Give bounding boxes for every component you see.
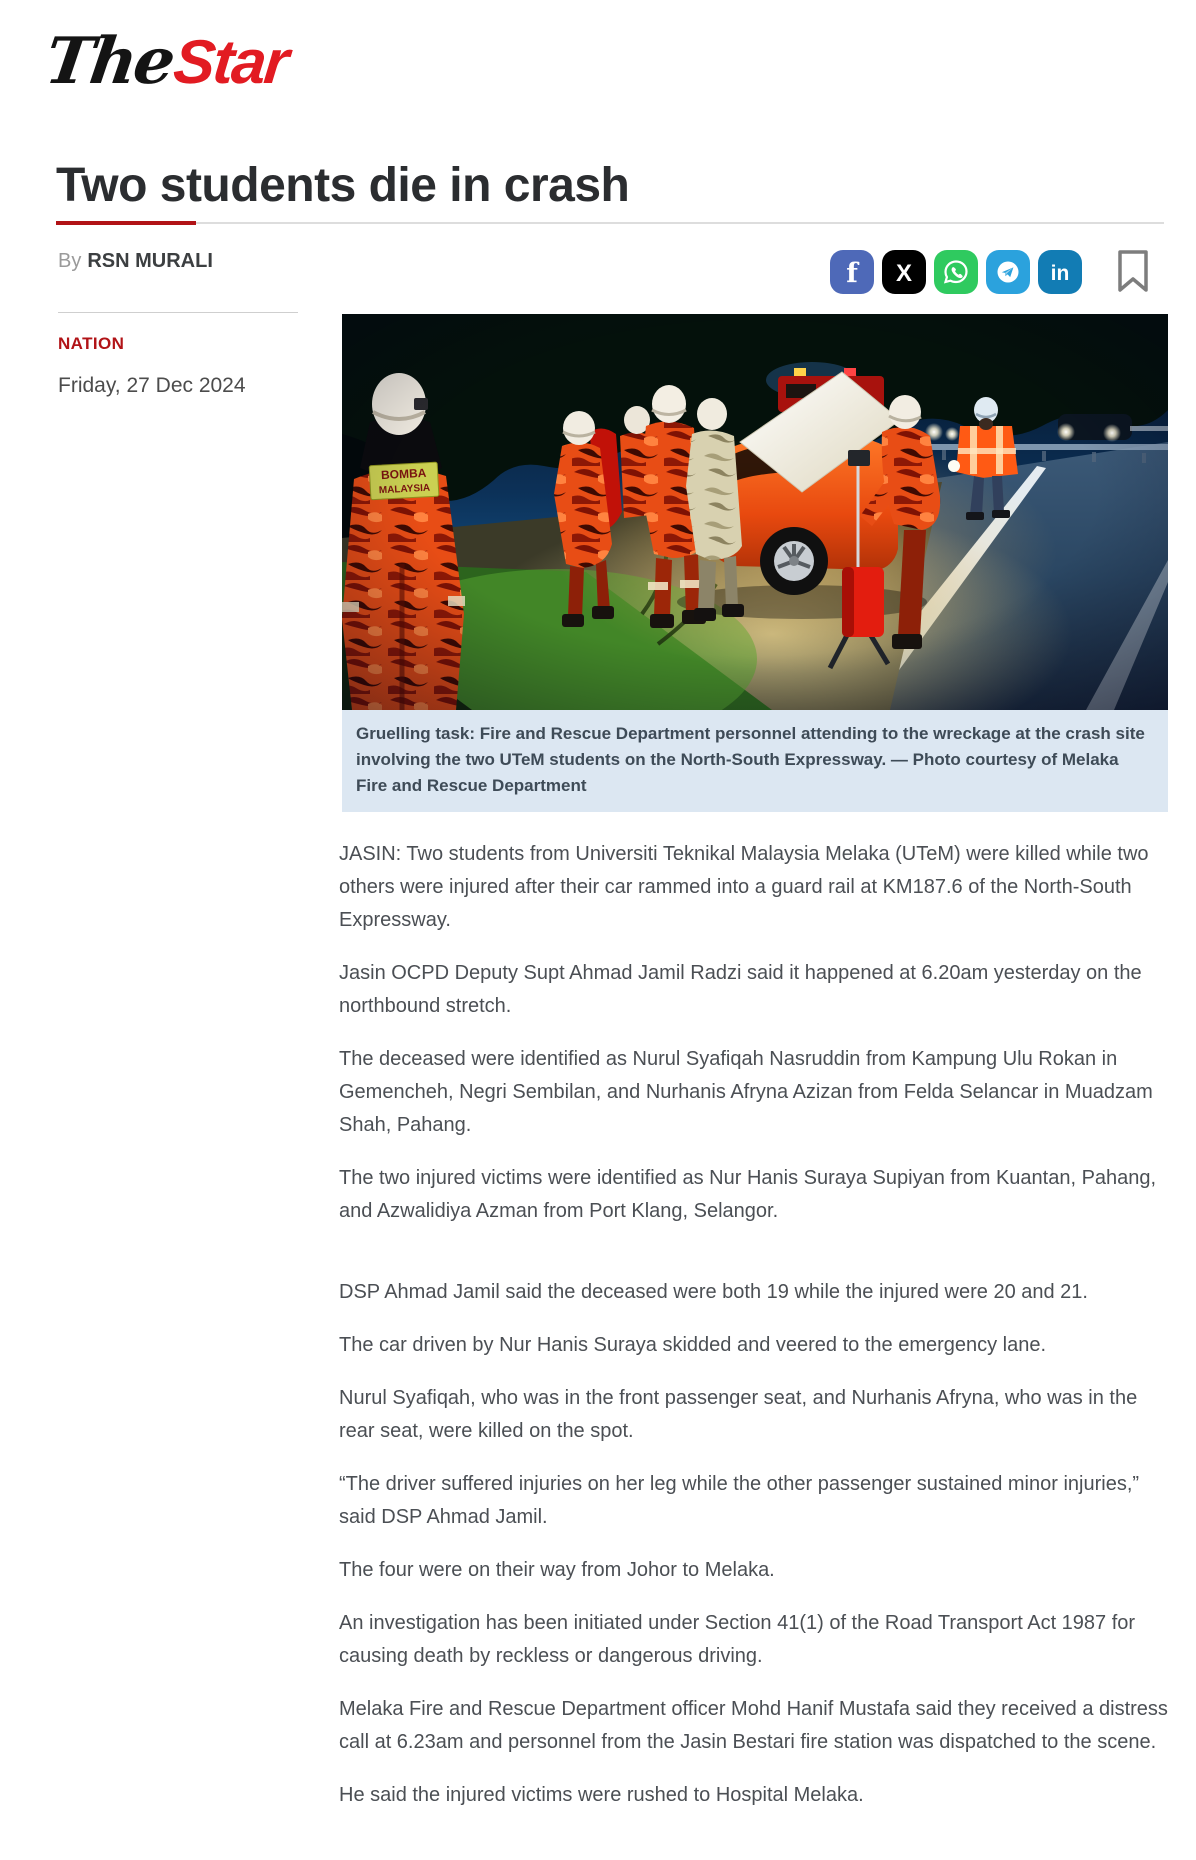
paragraph: Jasin OCPD Deputy Supt Ahmad Jamil Radzi said it happened at 6.20am yesterday on the northbound stretch.: [339, 962, 1142, 1017]
share-whatsapp-button[interactable]: [934, 250, 978, 294]
article-photo: [342, 314, 1168, 710]
bookmark-button[interactable]: [1116, 248, 1150, 294]
article-date: Friday, 27 Dec 2024: [58, 374, 246, 397]
paragraph: The deceased were identified as Nurul Syafiqah Nasruddin from Kampung Ulu Rokan in Gemencheh, Negri Sembilan, and Nurhanis Afryna Azizan from Felda Selancar in Muadzam Shah, Pahang.: [339, 1048, 1153, 1136]
paragraph: “The driver suffered injuries on her leg while the other passenger sustained minor injuries,” said DSP Ahmad Jamil.: [339, 1473, 1140, 1528]
logo-the-text: The: [40, 24, 178, 99]
paragraph: An investigation has been initiated under Section 41(1) of the Road Transport Act 1987 for causing death by reckless or dangerous driving.: [339, 1612, 1136, 1667]
paragraph: The four were on their way from Johor to Melaka.: [339, 1559, 775, 1581]
share-facebook-button[interactable]: [830, 250, 874, 294]
article-body: [339, 838, 1169, 1832]
paragraph: DSP Ahmad Jamil said the deceased were both 19 while the injured were 20 and 21.: [339, 1281, 1088, 1303]
bookmark-icon: [1120, 252, 1146, 290]
sidebar-divider: [58, 312, 298, 313]
category-link-nation[interactable]: NATION: [58, 334, 125, 353]
headline-divider: [56, 222, 1164, 224]
facebook-glyph: f: [846, 258, 858, 289]
share-telegram-button[interactable]: [986, 250, 1030, 294]
headline-divider-accent: [56, 221, 196, 225]
crash-scene-image: [342, 314, 1168, 710]
author-name[interactable]: RSN MURALI: [87, 250, 213, 272]
whatsapp-icon: [934, 250, 978, 294]
share-linkedin-button[interactable]: [1038, 250, 1082, 294]
paragraph: The two injured victims were identified as Nur Hanis Suraya Supiyan from Kuantan, Pahang, and Azwalidiya Azman from Port Klang, Selangor.: [339, 1167, 1157, 1222]
the-star-logo[interactable]: [40, 24, 291, 99]
paragraph: JASIN: Two students from Universiti Teknikal Malaysia Melaka (UTeM) were killed while two others were injured after their car rammed into a guard rail at KM187.6 of the North-South Expressway.: [339, 843, 1149, 931]
x-glyph: X: [895, 260, 913, 287]
paragraph: He said the injured victims were rushed to Hospital Melaka.: [339, 1784, 864, 1806]
page-title: Two students die in crash: [56, 159, 630, 212]
share-x-button[interactable]: [882, 250, 926, 294]
paragraph: The car driven by Nur Hanis Suraya skidded and veered to the emergency lane.: [339, 1334, 1047, 1356]
paragraph: Melaka Fire and Rescue Department officer Mohd Hanif Mustafa said they received a distress call at 6.23am and personnel from the Jasin Bestari fire station was dispatched to the scene.: [339, 1698, 1168, 1753]
paragraph: Nurul Syafiqah, who was in the front passenger seat, and Nurhanis Afryna, who was in the rear seat, were killed on the spot.: [339, 1387, 1138, 1442]
byline: [58, 250, 213, 273]
logo-star-text: Star: [170, 28, 291, 97]
byline-prefix: By: [58, 250, 82, 272]
linkedin-glyph: in: [1050, 262, 1070, 285]
photo-caption: Gruelling task: Fire and Rescue Department personnel attending to the wreckage at the crash site involving the two UTeM students on the North-South Expressway. — Photo courtesy of Melaka Fire and Rescue Department: [342, 710, 1168, 812]
